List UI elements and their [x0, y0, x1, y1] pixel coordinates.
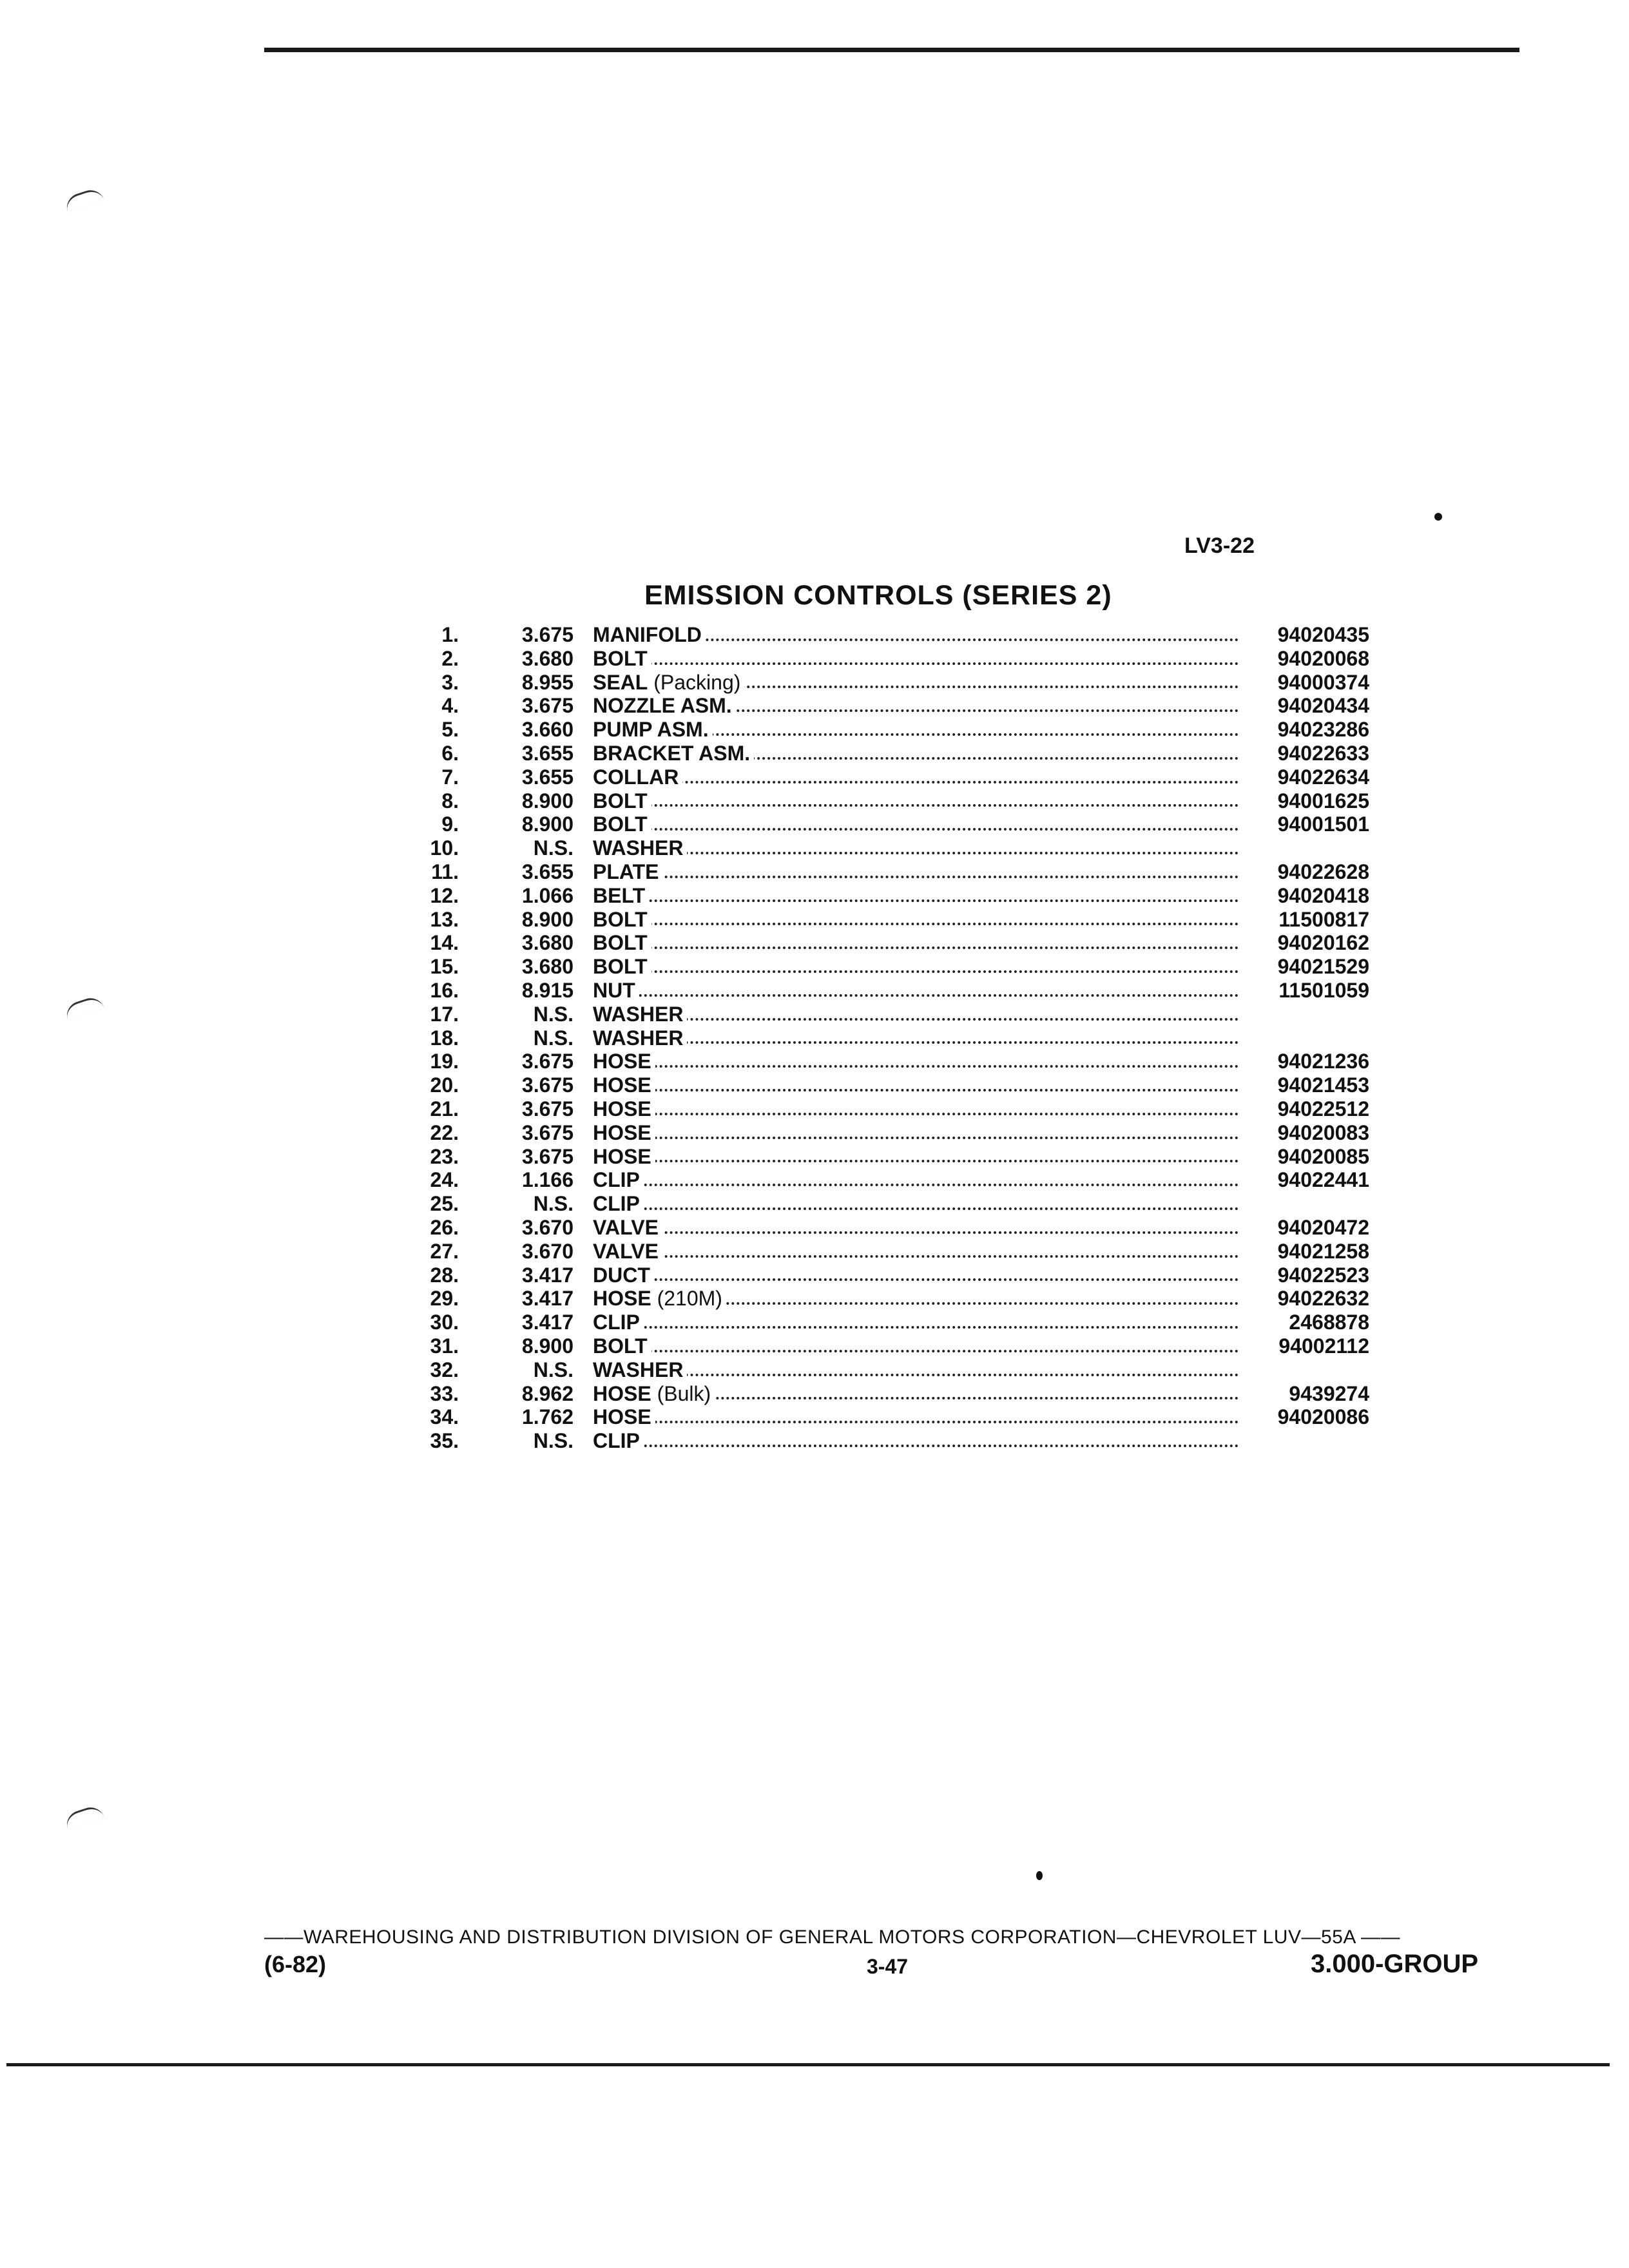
description-text [593, 812, 651, 836]
description [593, 931, 1244, 955]
item-number: 26. [430, 1215, 459, 1239]
description [593, 1168, 1244, 1192]
ink-speck [1036, 1871, 1043, 1880]
part-number: 94002112 [1278, 1334, 1369, 1358]
description-note: (Bulk) [657, 1381, 711, 1405]
group-number: N.S. [533, 1002, 574, 1026]
description [593, 1050, 1244, 1073]
item-number: 25. [430, 1192, 459, 1216]
description-text [593, 931, 651, 954]
part-number: 94020086 [1277, 1405, 1369, 1429]
parts-row [412, 884, 1379, 908]
item-number: 2. [441, 646, 459, 670]
description-label: WASHER [593, 836, 684, 860]
parts-row [412, 718, 1379, 742]
item-number: 21. [430, 1097, 459, 1120]
part-number: 94023286 [1277, 718, 1369, 742]
parts-row [412, 671, 1379, 695]
description-text [593, 1073, 655, 1097]
description-label: VALVE [593, 1215, 659, 1239]
ink-speck [1434, 513, 1442, 521]
description-label: BOLT [593, 907, 648, 931]
description-text [593, 1050, 655, 1073]
description [593, 1264, 1244, 1287]
dot-leader [593, 899, 1239, 902]
item-number: 18. [430, 1026, 459, 1050]
group-number: N.S. [533, 1026, 574, 1050]
description-text [593, 1287, 726, 1310]
part-number: 94020435 [1277, 623, 1369, 646]
dot-leader [593, 804, 1239, 807]
item-number: 15. [430, 955, 459, 979]
description [593, 1358, 1244, 1382]
part-number: 94022512 [1277, 1097, 1369, 1120]
description-label: HOSE [593, 1381, 651, 1405]
part-number: 94020162 [1277, 931, 1369, 955]
dot-leader [593, 1113, 1239, 1115]
description-label: WASHER [593, 1358, 684, 1381]
item-number: 9. [441, 812, 459, 836]
item-number: 35. [430, 1429, 459, 1453]
item-number: 28. [430, 1263, 459, 1287]
dot-leader [593, 1326, 1239, 1329]
description [593, 1026, 1244, 1050]
description [593, 836, 1244, 860]
item-number: 7. [441, 765, 459, 789]
description-text [593, 1358, 687, 1381]
description-label: DUCT [593, 1263, 650, 1287]
group-number: 3.675 [521, 1120, 574, 1144]
description [593, 1121, 1244, 1145]
footer-date: (6-82) [264, 1951, 327, 1977]
part-number: 94021236 [1277, 1050, 1369, 1073]
description-label: BOLT [593, 931, 648, 955]
item-number: 17. [430, 1002, 459, 1026]
dot-leader [593, 1445, 1239, 1447]
item-number: 19. [430, 1050, 459, 1073]
description-label: CLIP [593, 1311, 640, 1334]
dot-leader [593, 1231, 1239, 1234]
description-label: BOLT [593, 1334, 648, 1358]
parts-row [412, 1003, 1379, 1026]
dot-leader [593, 662, 1239, 665]
description-label: PLATE [593, 860, 659, 883]
parts-row [412, 1287, 1379, 1311]
item-number: 16. [430, 978, 459, 1002]
description-text [593, 623, 706, 646]
group-number: 3.417 [521, 1311, 574, 1334]
description [593, 1240, 1244, 1264]
item-number: 29. [430, 1287, 459, 1311]
group-number: 3.660 [521, 718, 574, 742]
parts-row [412, 1121, 1379, 1145]
description-text [593, 1264, 654, 1287]
description-label: BRACKET ASM. [593, 741, 751, 765]
dot-leader [593, 994, 1239, 997]
description-text [593, 1003, 687, 1026]
item-number: 1. [441, 623, 459, 646]
description [593, 979, 1244, 1003]
group-number: 3.675 [521, 1050, 574, 1073]
top-rule [264, 48, 1519, 52]
parts-row [412, 1358, 1379, 1382]
group-number: 1.066 [521, 883, 574, 907]
group-number: N.S. [533, 1429, 574, 1453]
description-text [593, 789, 651, 812]
binder-mark [63, 1803, 104, 1829]
part-number: 94022441 [1277, 1168, 1369, 1192]
dot-leader [593, 1184, 1239, 1186]
description-label: HOSE [593, 1120, 651, 1144]
dot-leader [593, 1207, 1239, 1210]
group-number: 8.900 [521, 907, 574, 931]
item-number: 4. [441, 694, 459, 718]
part-number: 94021453 [1277, 1073, 1369, 1097]
description [593, 1382, 1244, 1406]
description-text [593, 1334, 651, 1358]
parts-row [412, 812, 1379, 836]
parts-row [412, 1050, 1379, 1073]
description-text [593, 955, 651, 978]
description-text [593, 671, 744, 694]
description-label: MANIFOLD [593, 623, 702, 646]
description [593, 1145, 1244, 1169]
description [593, 860, 1244, 884]
part-number: 11501059 [1278, 978, 1369, 1002]
parts-row [412, 1192, 1379, 1216]
description-text [593, 1429, 644, 1452]
part-number: 94020418 [1277, 883, 1369, 907]
item-number: 12. [430, 883, 459, 907]
description-label: HOSE [593, 1050, 651, 1073]
group-number: 8.900 [521, 1334, 574, 1358]
footer-publisher-line: ——WAREHOUSING AND DISTRIBUTION DIVISION OF GENERAL MOTORS CORPORATION—CHEVROLET LUV—55A —— [264, 1927, 1401, 1948]
parts-row [412, 789, 1379, 813]
description [593, 1334, 1244, 1358]
description-label: WASHER [593, 1002, 684, 1026]
part-number: 94021258 [1277, 1239, 1369, 1263]
part-number: 94022628 [1277, 860, 1369, 883]
description [593, 1287, 1244, 1311]
group-number: 3.680 [521, 955, 574, 979]
bottom-rule [6, 2063, 1610, 2066]
description [593, 1073, 1244, 1097]
description [593, 718, 1244, 742]
part-number: 94020083 [1277, 1120, 1369, 1144]
dot-leader [593, 947, 1239, 949]
description [593, 742, 1244, 765]
parts-row [412, 1382, 1379, 1406]
item-number: 24. [430, 1168, 459, 1192]
parts-row [412, 765, 1379, 789]
group-number: 3.670 [521, 1239, 574, 1263]
parts-list [412, 623, 1379, 1453]
group-number: N.S. [533, 1192, 574, 1216]
description-label: COLLAR [593, 765, 679, 789]
description-text [593, 647, 651, 670]
description [593, 884, 1244, 908]
item-number: 32. [430, 1358, 459, 1381]
group-number: 3.680 [521, 931, 574, 955]
part-number: 94021529 [1277, 955, 1369, 979]
parts-row [412, 908, 1379, 932]
description-text [593, 1240, 662, 1263]
item-number: 5. [441, 718, 459, 742]
description-label: BOLT [593, 812, 648, 836]
group-number: 3.675 [521, 1144, 574, 1168]
binder-mark [63, 186, 104, 212]
part-number: 94001501 [1277, 812, 1369, 836]
description [593, 908, 1244, 932]
parts-row [412, 623, 1379, 647]
description-text [593, 1382, 715, 1405]
description-label: CLIP [593, 1168, 640, 1192]
description-label: CLIP [593, 1429, 640, 1453]
part-number: 94001625 [1277, 789, 1369, 812]
dot-leader [593, 781, 1239, 783]
part-number: 94020434 [1277, 694, 1369, 718]
description-text [593, 1026, 687, 1050]
description [593, 671, 1244, 695]
parts-row [412, 1311, 1379, 1334]
description [593, 1405, 1244, 1429]
item-number: 30. [430, 1311, 459, 1334]
description-label: WASHER [593, 1026, 684, 1050]
parts-row [412, 1429, 1379, 1453]
item-number: 31. [430, 1334, 459, 1358]
description-label: CLIP [593, 1192, 640, 1216]
group-number: 3.417 [521, 1287, 574, 1311]
item-number: 8. [441, 789, 459, 812]
parts-row [412, 836, 1379, 860]
group-number: 3.655 [521, 765, 574, 789]
description-label: SEAL [593, 670, 648, 694]
item-number: 27. [430, 1239, 459, 1263]
group-number: 8.900 [521, 812, 574, 836]
parts-row [412, 1240, 1379, 1264]
item-number: 6. [441, 741, 459, 765]
part-number: 9439274 [1289, 1381, 1369, 1405]
item-number: 23. [430, 1144, 459, 1168]
parts-row [412, 1216, 1379, 1240]
part-number: 94022633 [1277, 741, 1369, 765]
parts-row [412, 1026, 1379, 1050]
parts-row [412, 1097, 1379, 1121]
dot-leader [593, 876, 1239, 878]
dot-leader [593, 1065, 1239, 1068]
parts-row [412, 955, 1379, 979]
description [593, 694, 1244, 718]
item-number: 34. [430, 1405, 459, 1429]
description-text [593, 1121, 655, 1144]
part-number: 94020085 [1277, 1144, 1369, 1168]
description-note: (Packing) [653, 670, 741, 694]
description-label: BOLT [593, 955, 648, 979]
group-number: 3.417 [521, 1263, 574, 1287]
group-number: N.S. [533, 836, 574, 860]
parts-row [412, 647, 1379, 671]
description-text [593, 718, 713, 741]
part-number: 94000374 [1277, 670, 1369, 694]
part-number: 94020472 [1277, 1215, 1369, 1239]
parts-row [412, 1264, 1379, 1287]
dot-leader [593, 1255, 1239, 1258]
description [593, 789, 1244, 813]
group-number: 3.680 [521, 646, 574, 670]
dot-leader [593, 970, 1239, 973]
parts-row [412, 1405, 1379, 1429]
parts-row [412, 931, 1379, 955]
group-number: 8.915 [521, 978, 574, 1002]
description-label: BOLT [593, 789, 648, 812]
description-label: HOSE [593, 1144, 651, 1168]
parts-row [412, 742, 1379, 765]
group-number: 3.655 [521, 741, 574, 765]
part-number: 94022634 [1277, 765, 1369, 789]
description-label: NOZZLE ASM. [593, 694, 732, 718]
page-code: LV3-22 [1184, 533, 1255, 558]
parts-row [412, 1168, 1379, 1192]
parts-row [412, 860, 1379, 884]
part-number: 94022632 [1277, 1287, 1369, 1311]
group-number: 3.675 [521, 623, 574, 646]
description-label: HOSE [593, 1287, 651, 1311]
description-text [593, 694, 736, 717]
dot-leader [593, 1350, 1239, 1352]
item-number: 3. [441, 670, 459, 694]
parts-row [412, 1145, 1379, 1169]
dot-leader [593, 1421, 1239, 1423]
group-number: 3.670 [521, 1215, 574, 1239]
description-text [593, 1216, 662, 1239]
part-number: 94022523 [1277, 1263, 1369, 1287]
description-text [593, 1311, 644, 1334]
dot-leader [593, 1137, 1239, 1139]
description-label: BELT [593, 883, 646, 907]
description-label: PUMP ASM. [593, 718, 709, 742]
description-text [593, 1168, 644, 1191]
dot-leader [593, 1018, 1239, 1021]
dot-leader [593, 923, 1239, 925]
description [593, 1429, 1244, 1453]
group-number: N.S. [533, 1358, 574, 1381]
item-number: 13. [430, 907, 459, 931]
description-text [593, 742, 754, 765]
description-text [593, 1405, 655, 1428]
item-number: 11. [431, 860, 459, 883]
item-number: 10. [430, 836, 459, 860]
parts-row [412, 979, 1379, 1003]
item-number: 20. [430, 1073, 459, 1097]
item-number: 14. [430, 931, 459, 955]
group-number: 8.955 [521, 670, 574, 694]
group-number: 3.675 [521, 694, 574, 718]
group-number: 3.675 [521, 1073, 574, 1097]
description-text [593, 884, 649, 907]
description-label: VALVE [593, 1239, 659, 1263]
part-number: 94020068 [1277, 646, 1369, 670]
description-text [593, 836, 687, 860]
description-text [593, 860, 663, 883]
dot-leader [593, 1160, 1239, 1162]
part-number: 11500817 [1278, 907, 1369, 931]
description [593, 1216, 1244, 1240]
group-number: 3.655 [521, 860, 574, 883]
description [593, 647, 1244, 671]
description [593, 955, 1244, 979]
description-text [593, 1192, 644, 1215]
page-title: EMISSION CONTROLS (SERIES 2) [644, 580, 1112, 611]
binder-mark [63, 994, 104, 1020]
dot-leader [593, 1041, 1239, 1044]
description [593, 623, 1244, 647]
group-number: 3.675 [521, 1097, 574, 1120]
description-label: NUT [593, 978, 635, 1002]
description-label: HOSE [593, 1097, 651, 1120]
description-text [593, 765, 682, 789]
description-label: BOLT [593, 646, 648, 670]
description-text [593, 1097, 655, 1120]
dot-leader [593, 1089, 1239, 1091]
footer-group: 3.000-GROUP [1311, 1950, 1479, 1978]
description [593, 1097, 1244, 1121]
description [593, 1311, 1244, 1334]
description [593, 812, 1244, 836]
dot-leader [593, 828, 1239, 831]
description [593, 1003, 1244, 1026]
group-number: 1.166 [521, 1168, 574, 1192]
description [593, 765, 1244, 789]
description [593, 1192, 1244, 1216]
group-number: 1.762 [521, 1405, 574, 1429]
dot-leader [593, 1374, 1239, 1376]
part-number: 2468878 [1289, 1311, 1369, 1334]
description-text [593, 979, 639, 1002]
group-number: 8.900 [521, 789, 574, 812]
dot-leader [593, 852, 1239, 854]
dot-leader [593, 1278, 1239, 1281]
item-number: 33. [430, 1381, 459, 1405]
description-label: HOSE [593, 1405, 651, 1429]
parts-row [412, 694, 1379, 718]
description-text [593, 1145, 655, 1168]
description-label: HOSE [593, 1073, 651, 1097]
parts-row [412, 1073, 1379, 1097]
group-number: 8.962 [521, 1381, 574, 1405]
footer-page-number: 3-47 [867, 1955, 909, 1978]
item-number: 22. [430, 1120, 459, 1144]
description-text [593, 908, 651, 931]
description-note: (210M) [657, 1287, 722, 1311]
parts-row [412, 1334, 1379, 1358]
